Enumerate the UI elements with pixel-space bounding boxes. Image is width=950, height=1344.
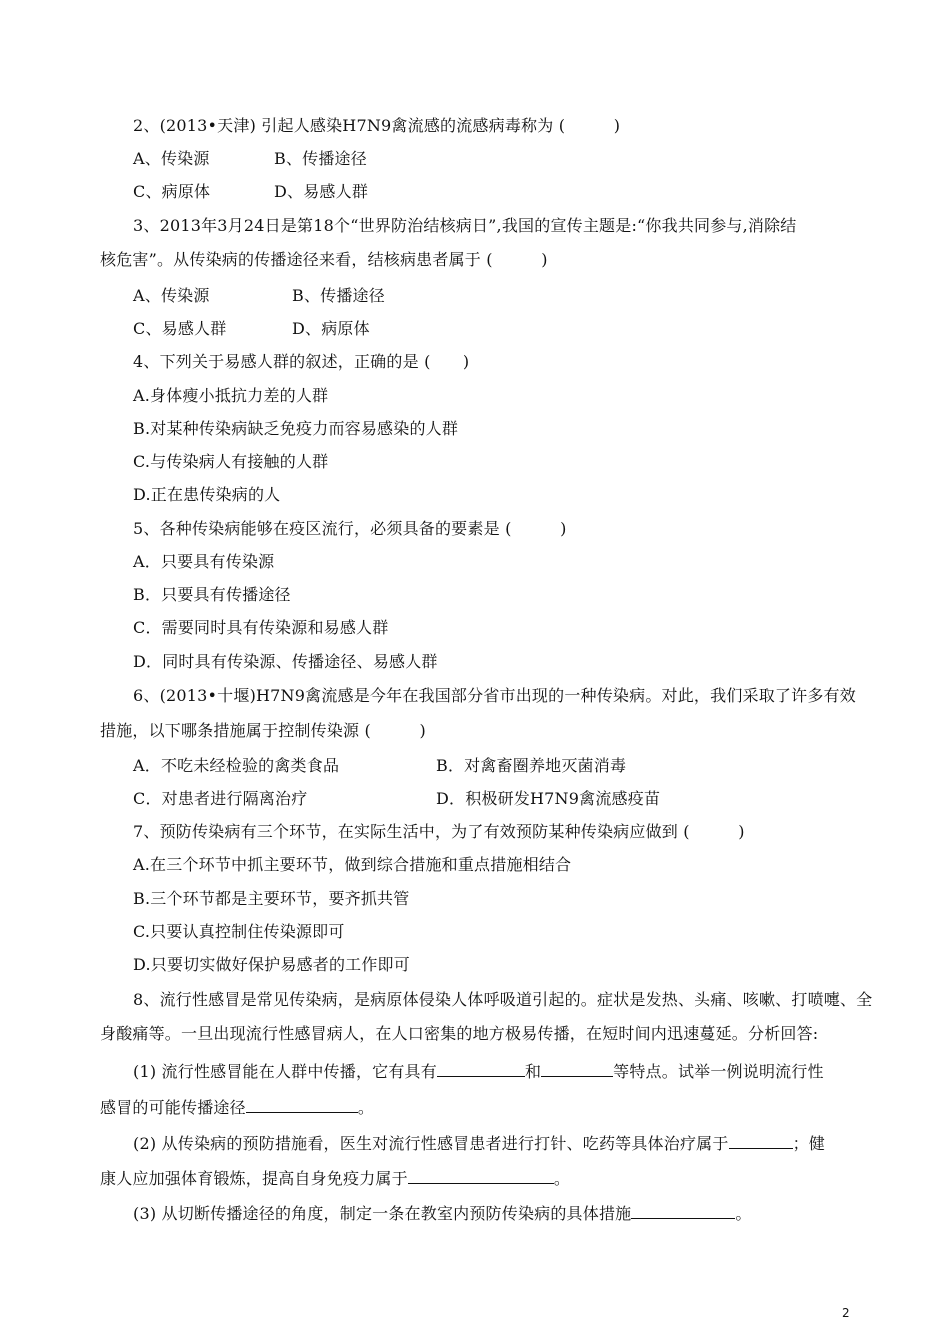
q8-part2-text-a: (2) 从传染病的预防措施看，医生对流行性感冒患者进行打针、吃药等具体治疗属于	[133, 1134, 729, 1153]
q7-option-a: A.在三个环节中抓主要环节，做到综合措施和重点措施相结合	[133, 855, 572, 874]
q8-part2-line2-text: 康人应加强体育锻炼，提高自身免疫力属于	[100, 1169, 408, 1188]
q7-option-c: C.只要认真控制住传染源即可	[133, 922, 345, 941]
q5-option-c: C．需要同时具有传染源和易感人群	[133, 618, 389, 637]
q5-option-a: A．只要具有传染源	[133, 552, 275, 571]
q3-option-b: B、传播途径	[292, 286, 385, 305]
q6-option-d: D．积极研发H7N9禽流感疫苗	[436, 789, 661, 808]
q8-part3-line1	[133, 1202, 752, 1224]
q3-stem-line2: 核危害”。从传染病的传播途径来看，结核病患者属于 ( )	[100, 250, 548, 269]
q6-option-c: C．对患者进行隔离治疗	[133, 789, 308, 808]
q8-part1-line2	[100, 1096, 374, 1118]
page-number: 2	[842, 1306, 850, 1320]
q8-part1-line2-end: 。	[357, 1098, 375, 1117]
q5-option-d: D．同时具有传染源、传播途径、易感人群	[133, 652, 438, 671]
q6-stem-line2: 措施，以下哪条措施属于控制传染源 ( )	[100, 721, 426, 740]
answer-blank-3[interactable]	[246, 1096, 358, 1113]
q2-option-b: B、传播途径	[274, 149, 367, 168]
answer-blank-6[interactable]	[631, 1202, 735, 1219]
q6-option-b: B．对禽畜圈养地灭菌消毒	[436, 756, 627, 775]
q4-option-b: B.对某种传染病缺乏免疫力而容易感染的人群	[133, 419, 459, 438]
q8-part1-line1	[133, 1060, 824, 1082]
q8-part3-text-a: (3) 从切断传播途径的角度，制定一条在教室内预防传染病的具体措施	[133, 1204, 632, 1223]
q4-option-c: C.与传染病人有接触的人群	[133, 452, 329, 471]
q8-part1-line2-text: 感冒的可能传播途径	[100, 1098, 246, 1117]
q8-part1-text-c: 等特点。试举一例说明流行性	[613, 1062, 824, 1081]
q6-stem-line1: 6、(2013•十堰)H7N9禽流感是今年在我国部分省市出现的一种传染病。对此，我们采取了许多有效	[133, 686, 856, 705]
q7-option-d: D.只要切实做好保护易感者的工作即可	[133, 955, 410, 974]
q7-stem: 7、预防传染病有三个环节，在实际生活中，为了有效预防某种传染病应做到 ( )	[133, 822, 745, 841]
q8-stem-line2: 身酸痛等。一旦出现流行性感冒病人，在人口密集的地方极易传播，在短时间内迅速蔓延。分析回答:	[100, 1024, 819, 1043]
q8-part1-text-b: 和	[524, 1062, 542, 1081]
answer-blank-4[interactable]	[729, 1132, 793, 1149]
q6-option-a: A．不吃未经检验的禽类食品	[133, 756, 340, 775]
answer-blank-5[interactable]	[408, 1167, 554, 1184]
q2-option-d: D、易感人群	[274, 182, 369, 201]
q5-option-b: B．只要具有传播途径	[133, 585, 291, 604]
q5-stem: 5、各种传染病能够在疫区流行，必须具备的要素是 ( )	[133, 519, 567, 538]
q2-option-c: C、病原体	[133, 182, 211, 201]
q8-part3-text-b: 。	[735, 1204, 752, 1223]
q8-part2-text-b: ；健	[792, 1134, 825, 1153]
q8-stem-line1: 8、流行性感冒是常见传染病，是病原体侵染人体呼吸道引起的。症状是发热、头痛、咳嗽、打喷嚏、全	[133, 990, 873, 1009]
q3-option-d: D、病原体	[292, 319, 370, 338]
q2-stem: 2、(2013•天津) 引起人感染H7N9禽流感的流感病毒称为 ( )	[133, 116, 621, 135]
q4-option-d: D.正在患传染病的人	[133, 485, 281, 504]
q7-option-b: B.三个环节都是主要环节，要齐抓共管	[133, 889, 410, 908]
q3-option-c: C、易感人群	[133, 319, 227, 338]
answer-blank-1[interactable]	[437, 1060, 525, 1077]
q2-option-a: A、传染源	[133, 149, 210, 168]
q8-part2-line1	[133, 1132, 825, 1154]
q4-stem: 4、下列关于易感人群的叙述，正确的是 ( )	[133, 352, 470, 371]
q4-option-a: A.身体瘦小抵抗力差的人群	[133, 386, 329, 405]
answer-blank-2[interactable]	[541, 1060, 613, 1077]
q8-part1-text-a: (1) 流行性感冒能在人群中传播，它有具有	[133, 1062, 437, 1081]
q3-stem-line1: 3、2013年3月24日是第18个“世界防治结核病日”,我国的宣传主题是:“你我共同参与,消除结	[133, 216, 797, 235]
q8-part2-line2-end: 。	[553, 1169, 571, 1188]
q8-part2-line2	[100, 1167, 570, 1189]
q3-option-a: A、传染源	[133, 286, 210, 305]
